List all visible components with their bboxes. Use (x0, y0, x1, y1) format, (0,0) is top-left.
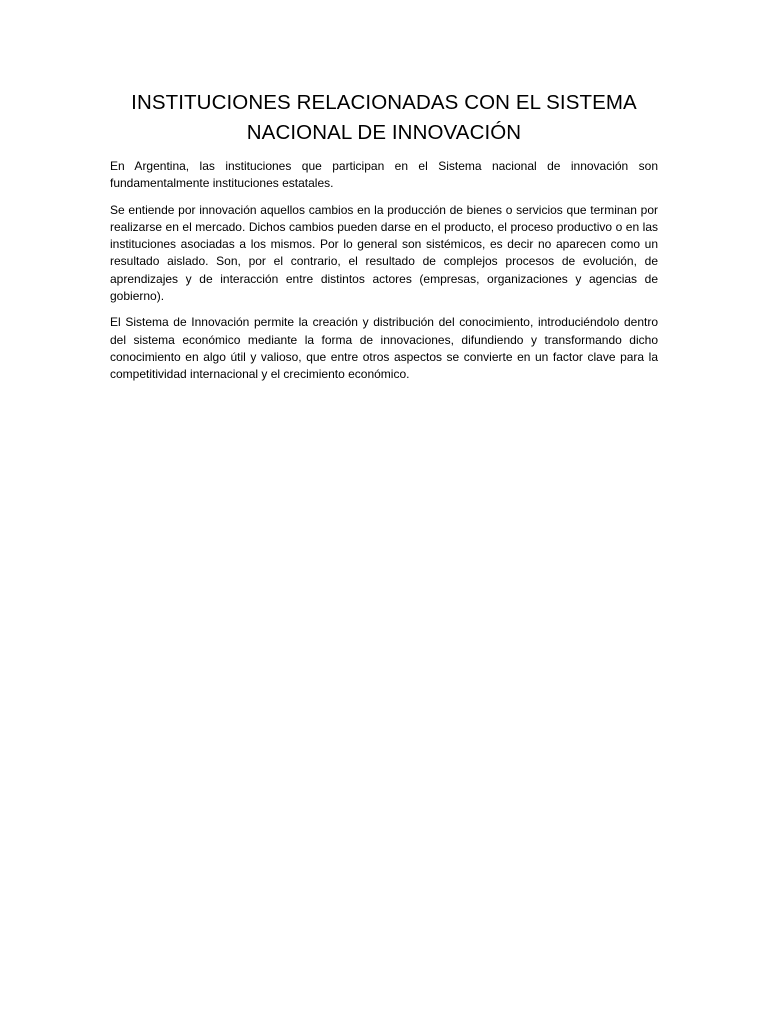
document-title: INSTITUCIONES RELACIONADAS CON EL SISTEMA NACIONAL DE INNOVACIÓN (131, 91, 637, 144)
paragraph-innovation-system: El Sistema de Innovación permite la creación y distribución del conocimiento, introduciéndolo dentro del sistema económico mediante la forma de innovaciones, difundiendo y transformando dicho conocimiento en algo útil y valioso, que entre otros aspectos se convierte en un factor clave para la competitividad internacional y el crecimiento económico. (110, 315, 658, 382)
document-body (110, 88, 658, 393)
paragraph-innovation-definition: Se entiende por innovación aquellos cambios en la producción de bienes o servicios que terminan por realizarse en el mercado. Dichos cambios pueden darse en el producto, el proceso productivo o en las instituciones asociadas a los mismos. Por lo general son sistémicos, es decir no aparecen como un resultado aislado. Son, por el contrario, el resultado de complejos procesos de evolución, de aprendizajes y de interacción entre distintos actores (empresas, organizaciones y agencias de gobierno). (110, 202, 658, 304)
paragraph-intro: En Argentina, las instituciones que participan en el Sistema nacional de innovación son fundamentalmente instituciones estatales. (110, 159, 658, 191)
